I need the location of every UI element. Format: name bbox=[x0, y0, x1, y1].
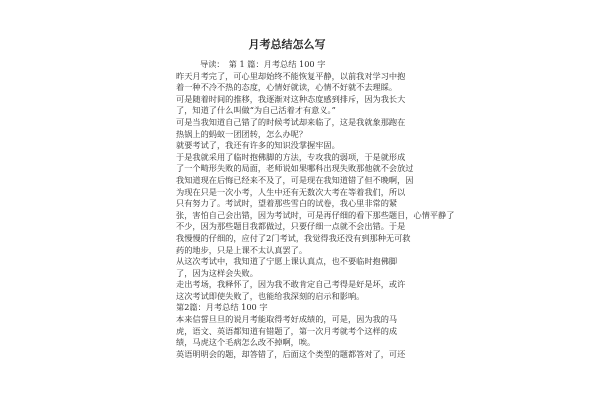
section-2-heading: 第2篇：月考总结 100 字 bbox=[176, 302, 268, 313]
article-subtitle: 导读： 第 1 篇：月考总结 100 字 bbox=[200, 59, 326, 69]
paragraph-line: 只有努力了。考试时，望着那些雪白的试卷，我心里非常的紧 bbox=[176, 198, 398, 209]
paragraph-line: 于是我就采用了临时抱佛脚的方法，专攻我的弱项，于是就形成 bbox=[176, 151, 406, 162]
paragraph-line: 药的地步，只是上课不太认真罢了。 bbox=[176, 244, 308, 255]
paragraph-line: 绩，马虎这个毛病怎么改不掉啊，唉。 bbox=[176, 337, 316, 348]
paragraph-line: 就要考试了，我还有许多的知识没掌握牢固。 bbox=[176, 140, 340, 151]
paragraph-line: 热锅上的蚂蚁一团团转，怎么办呢？ bbox=[176, 128, 308, 139]
paragraph-line: 本来信誓旦旦的说月考能取得考好成绩的，可是，因为我的马 bbox=[176, 314, 398, 325]
paragraph-line: 我慢慢的仔细的，应付了2门考试，我觉得我还没有到那种无可救 bbox=[176, 232, 411, 243]
paragraph-line: 了一个畸形失败的局面，老师说如果哪科出现失败那他就不会放过 bbox=[176, 163, 414, 174]
paragraph-line: 这次考试即使失败了，也能给我深刻的启示和影响。 bbox=[176, 290, 365, 301]
paragraph-line: 昨天月考完了，可心里却始终不能恢复平静，以前我对学习中抱 bbox=[176, 70, 406, 81]
paragraph-line: 走出考场，我释怀了，因为我不敢肯定自己考得是好是坏，或许 bbox=[176, 279, 406, 290]
paragraph-line: 英语明明会的题，却答错了，后面这个类型的题都答对了，可还 bbox=[176, 348, 406, 359]
paragraph-line: 从这次考试中，我知道了宁愿上课认真点，也不要临时抱佛脚 bbox=[176, 256, 398, 267]
paragraph-line: 我知道现在后悔已经来不及了，可是现在我知道错了但不晚啊，因 bbox=[176, 174, 414, 185]
article-title: 月考总结怎么写 bbox=[248, 38, 326, 51]
paragraph-line: 了，因为这样会失败。 bbox=[176, 267, 258, 278]
paragraph-line: 可是随着时间的推移，我逐渐对这种态度感到排斥，因为我长大 bbox=[176, 93, 406, 104]
article-body bbox=[176, 38, 455, 360]
paragraph-line: 张，害怕自己会出错，因为考试时，可是再仔细的看下那些题目，心情平静了 bbox=[176, 209, 455, 220]
paragraph-line: 可是当我知道自己错了的时候考试却来临了，这是我就象那跑在 bbox=[176, 116, 406, 127]
paragraph-line: 着一种不冷不热的态度，心情好就读，心情不好就不去理睬。 bbox=[176, 82, 398, 93]
paragraph-line: 为现在只是一次小考，人生中还有无数次大考在等着我们，所以 bbox=[176, 186, 406, 197]
paragraph-line: 了，知道了什么叫做“为自己活着才有意义。” bbox=[176, 105, 336, 116]
paragraph-line: 虎，语文、英语都知道有错题了，第一次月考就考个这样的成 bbox=[176, 325, 398, 336]
paragraph-line: 不少，因为那些题目我都做过，只要仔细一点就不会出错。于是 bbox=[176, 221, 406, 232]
